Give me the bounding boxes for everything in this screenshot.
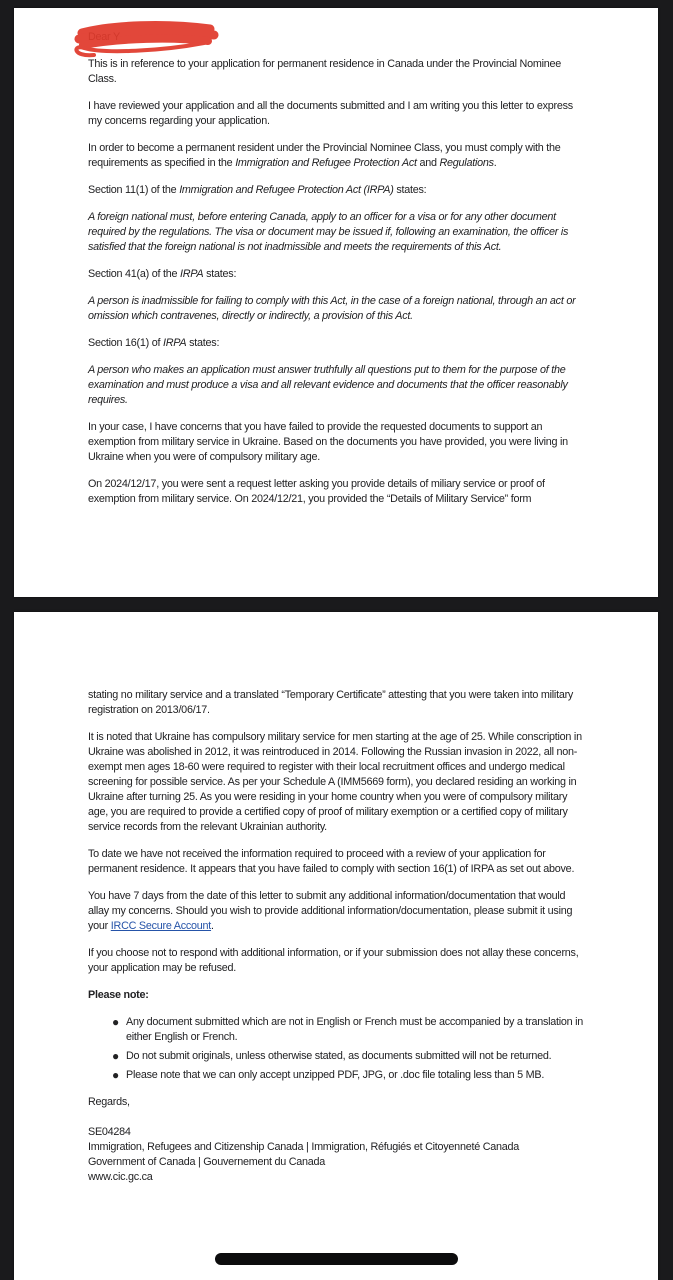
bullet-dot-icon: ● <box>112 1068 119 1082</box>
section-11-text-2: states: <box>393 184 427 196</box>
section-41-text-1: Section 41(a) of the <box>88 268 180 280</box>
website-url: www.cic.gc.ca <box>88 1171 153 1183</box>
letter-page-2 <box>14 612 658 1280</box>
paragraph-seven-days-text-1: You have 7 days from the date of this letter to submit any additional information/documentation that would allay my concerns. Should you wish to provide additional information/documentation, please submit it using your <box>88 890 573 932</box>
section-16-text-2: states: <box>186 337 220 349</box>
section-16-heading <box>88 336 586 351</box>
regards-line: Regards, <box>88 1096 130 1108</box>
paragraph-refusal-warning: If you choose not to respond with additional information, or if your submission does not allay these concerns, your application may be refused. <box>88 947 579 974</box>
paragraph-seven-days <box>88 889 586 934</box>
note-bullet-originals <box>112 1049 586 1064</box>
letter-page-1 <box>14 8 658 597</box>
paragraph-comply-text-3: . <box>493 157 497 169</box>
officer-code: SE04284 <box>88 1126 131 1138</box>
section-16-text-1: Section 16(1) of <box>88 337 163 349</box>
paragraph-comply-text-2: and <box>416 157 440 169</box>
note-bullet-translation-text: Any document submitted which are not in English or French must be accompanied by a translation in either English or French. <box>126 1016 584 1043</box>
paragraph-comply-text-1: In order to become a permanent resident under the Provincial Nominee Class, you must comply with the requirements as specified in the <box>88 142 561 169</box>
home-indicator[interactable] <box>215 1253 458 1265</box>
signature-block <box>88 1125 586 1185</box>
note-bullet-originals-text: Do not submit originals, unless otherwise stated, as documents submitted will not be returned. <box>126 1050 552 1062</box>
letter-page-2-content <box>14 612 658 1185</box>
section-11-heading <box>88 183 586 198</box>
paragraph-request-letter: On 2024/12/17, you were sent a request letter asking you provide details of miliary service or proof of exemption from military service. On 2024/12/21, you provided the “Details of Military Service” form <box>88 478 545 505</box>
ircc-secure-account-link[interactable]: IRCC Secure Account <box>110 920 212 932</box>
paragraph-concerns: In your case, I have concerns that you have failed to provide the requested documents to support an exemption from military service in Ukraine. Based on the documents you have provided, you were living in Ukraine when you were of compulsory military age. <box>88 421 568 463</box>
government-line: Government of Canada | Gouvernement du Canada <box>88 1156 326 1168</box>
paragraph-comply <box>88 141 586 171</box>
salutation-text: Dear Y <box>88 31 120 43</box>
section-11-text-1: Section 11(1) of the <box>88 184 180 196</box>
bullet-dot-icon: ● <box>112 1015 119 1029</box>
paragraph-seven-days-text-2: . <box>211 920 214 932</box>
paragraph-certificate: stating no military service and a translated “Temporary Certificate” attesting that you were taken into military registration on 2013/06/17. <box>88 689 574 716</box>
paragraph-conscription: It is noted that Ukraine has compulsory military service for men starting at the age of 25. While conscription in Ukraine was abolished in 2012, it was reintroduced in 2014. Following the Russian invasion in 2022, all non-exempt men ages 18-60 were required to register with their local recruitment offices and undergo medical screening for possible service. As per your Schedule A (IMM5669 form), you declared residing an working in Ukraine after turning 25. As you were residing in your home country when you were of compulsory military age, you are required to provide a certified copy of proof of military exemption or a certified copy of military service records from the relevant Ukrainian authority. <box>88 731 582 833</box>
section-41-text-2: states: <box>203 268 237 280</box>
section-11-quote: A foreign national must, before entering Canada, apply to an officer for a visa or for any other document required by the regulations. The visa or document may be issued if, following an examination, the officer is satisfied that the foreign national is not inadmissible and meets the requirements of this Act. <box>88 211 569 253</box>
note-bullet-translation <box>112 1015 586 1045</box>
section-11-act-italic: Immigration and Refugee Protection Act (IRPA) <box>179 184 394 196</box>
section-16-act-italic: IRPA <box>162 337 187 349</box>
regulations-italic: Regulations <box>439 157 494 169</box>
note-list <box>88 1015 586 1083</box>
section-41-heading <box>88 267 586 282</box>
department-line: Immigration, Refugees and Citizenship Canada | Immigration, Réfugiés et Citoyenneté Canada <box>88 1141 520 1153</box>
bullet-dot-icon: ● <box>112 1049 119 1063</box>
paragraph-reference: This is in reference to your application for permanent residence in Canada under the Provincial Nominee Class. <box>88 58 561 85</box>
please-note-heading: Please note: <box>88 989 149 1001</box>
act-title-italic: Immigration and Refugee Protection Act <box>235 157 417 169</box>
paragraph-to-date: To date we have not received the information required to proceed with a review of your application for permanent residence. It appears that you have failed to comply with section 16(1) of IRPA as set out above. <box>88 848 575 875</box>
letter-page-1-content <box>14 8 658 507</box>
section-16-quote: A person who makes an application must answer truthfully all questions put to them for the purpose of the examination and must produce a visa and all relevant evidence and documents that the officer reasonably requires. <box>88 364 568 406</box>
salutation <box>88 30 586 45</box>
paragraph-reviewed: I have reviewed your application and all the documents submitted and I am writing you this letter to express my concerns regarding your application. <box>88 100 573 127</box>
section-41-quote: A person is inadmissible for failing to comply with this Act, in the case of a foreign national, through an act or omission which contravenes, directly or indirectly, a provision of this Act. <box>88 295 576 322</box>
note-bullet-file-size <box>112 1068 586 1083</box>
note-bullet-file-size-text: Please note that we can only accept unzipped PDF, JPG, or .doc file totaling less than 5 MB. <box>126 1069 545 1081</box>
section-41-act-italic: IRPA <box>179 268 204 280</box>
